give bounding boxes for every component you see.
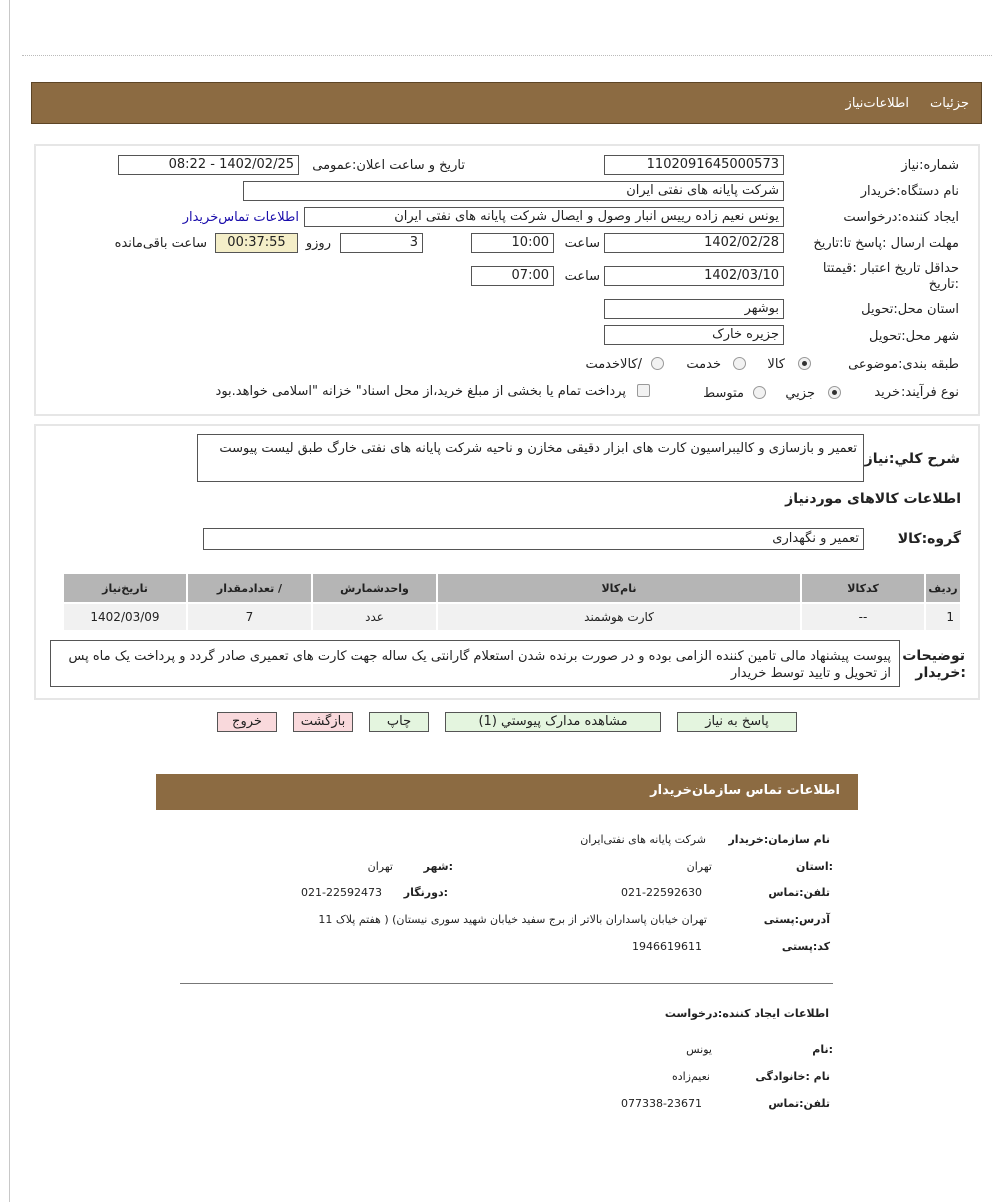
top-dotted-divider — [22, 55, 992, 56]
deadline-hour-label: ساعت — [564, 236, 600, 251]
table-header-row — [64, 574, 960, 602]
price-validity-hour-label: ساعت — [564, 269, 600, 284]
back-button[interactable]: بازگشت — [293, 712, 353, 732]
announce-field: 1402/02/25 - 08:22 — [118, 155, 299, 175]
contact-phone-value: 021-22592630 — [621, 886, 702, 899]
contact-divider — [180, 983, 833, 984]
days-label: روزو — [305, 236, 331, 251]
deadline-label: مهلت ارسال :پاسخ تا:تاریخ — [813, 236, 959, 251]
category-goods-service-radio[interactable] — [651, 357, 664, 370]
requester-family-value: نعیم‌زاده — [671, 1070, 710, 1083]
col-code-header: کدکالا — [802, 574, 924, 602]
col-row-header: ردیف — [926, 574, 960, 602]
header-bar — [31, 82, 982, 124]
goods-group-label: گروه:کالا — [897, 531, 961, 547]
description-label: شرح کلي:نیاز — [864, 451, 960, 467]
process-minor-label: جزیي — [785, 386, 815, 401]
col-date-header: تاریخ‌نیاز — [64, 574, 186, 602]
category-goods-label: کالا — [767, 357, 785, 372]
contact-phone-label: تلفن:تماس — [768, 886, 830, 899]
remaining-timer: 00:37:55 — [215, 233, 298, 253]
contact-city-label: :شهر — [423, 860, 453, 873]
respond-button[interactable]: پاسخ به نیاز — [677, 712, 797, 732]
process-label: نوع فرآیند: — [901, 385, 959, 400]
category-goods-service-label: /کالاخدمت — [585, 357, 642, 372]
deadline-time-field: 10:00 — [471, 233, 554, 253]
category-label: طبقه بندی:موضوعی — [848, 357, 959, 372]
contact-postal-label: کد:پستی — [781, 940, 830, 953]
need-number-label: شماره:نیاز — [901, 158, 959, 173]
cell-code: -- — [802, 604, 924, 630]
contact-address-value: تهران خیابان پاسداران بالاتر از برج سفید خیابان شهید سوری نیستان) ( هفتم پلاک 11 — [318, 913, 707, 926]
province-label: استان محل:تحویل — [861, 302, 959, 317]
org-name-value: شرکت پایانه های نفتی‌ایران — [580, 833, 706, 846]
contact-header — [156, 774, 858, 810]
buyer-notes-label: توضیحات — [902, 648, 965, 664]
contact-fax-label: :دورنگار — [403, 886, 448, 899]
buyer-org-label: نام دستگاه:خریدار — [860, 184, 959, 199]
col-qty-header: / تعدادمقدار — [188, 574, 311, 602]
table-row — [64, 604, 960, 630]
deadline-date-field: 1402/02/28 — [604, 233, 784, 253]
buyer-notes-field: پیوست پیشنهاد مالی تامین کننده الزامی بوده و در صورت برنده شدن استعلام گارانتی یک ساله جهت کارت های تعمیری صادر گردد و پرداخت یک ماه پس از تحویل و تایید توسط خریدار — [50, 640, 900, 687]
contact-title: اطلاعات تماس سازمان‌خریدار — [650, 783, 840, 798]
city-field: جزیره خارک — [604, 325, 784, 345]
cell-name: کارت هوشمند — [438, 604, 800, 630]
col-name-header: نام‌کالا — [438, 574, 800, 602]
goods-info-heading: اطلاعات کالاهای موردنیاز — [785, 491, 961, 507]
treasury-payment-checkbox[interactable] — [637, 384, 650, 397]
contact-address-label: آدرس:پستی — [763, 913, 830, 926]
left-border-line — [9, 0, 10, 1202]
category-goods-radio[interactable] — [798, 357, 811, 370]
cell-qty: 7 — [188, 604, 311, 630]
requester-name-label: :نام — [812, 1043, 833, 1056]
cell-unit: عدد — [313, 604, 436, 630]
buyer-notes-label-2: :خریدار — [915, 665, 966, 681]
buyer-contact-link[interactable]: اطلاعات تماس‌خریدار — [182, 210, 299, 225]
print-button[interactable]: چاپ — [369, 712, 429, 732]
city-label: شهر محل:تحویل — [869, 329, 959, 344]
process-buy-label: خرید — [874, 385, 900, 400]
price-validity-time-field: 07:00 — [471, 266, 554, 286]
contact-fax-value: 021-22592473 — [301, 886, 382, 899]
process-medium-radio[interactable] — [753, 386, 766, 399]
requester-name-value: یونس — [686, 1043, 712, 1056]
buyer-org-field: شرکت پایانه های نفتی ایران — [243, 181, 784, 201]
treasury-payment-note: پرداخت تمام یا بخشی از مبلغ خرید،از محل اسناد" خزانه "اسلامی خواهد.بود — [215, 384, 626, 399]
contact-province-label: :استان — [796, 860, 833, 873]
exit-button[interactable]: خروج — [217, 712, 277, 732]
category-service-label: خدمت — [686, 357, 721, 372]
goods-table — [62, 572, 962, 632]
view-attachments-button[interactable]: مشاهده مدارک پیوستي (1) — [445, 712, 661, 732]
contact-postal-value: 1946619611 — [632, 940, 702, 953]
contact-province-value: تهران — [686, 860, 712, 873]
price-validity-label: حداقل تاریخ اعتبار :قیمتتا — [822, 261, 959, 276]
cell-row: 1 — [926, 604, 960, 630]
col-unit-header: واحدشمارش — [313, 574, 436, 602]
remaining-label: ساعت باقی‌مانده — [114, 236, 207, 251]
description-field: تعمیر و بازسازی و کالیبراسیون کارت های ابزار دقیقی مخازن و ناحیه شرکت پایانه های نفتی خارگ طبق لیست پیوست — [197, 434, 864, 482]
requester-title: اطلاعات ایجاد کننده:درخواست — [664, 1007, 829, 1020]
process-minor-radio[interactable] — [828, 386, 841, 399]
days-field: 3 — [340, 233, 423, 253]
creator-field: یونس نعیم زاده رییس انبار وصول و ایصال شرکت پایانه های نفتی ایران — [304, 207, 784, 227]
requester-phone-label: تلفن:تماس — [768, 1097, 830, 1110]
cell-date: 1402/03/09 — [64, 604, 186, 630]
contact-city-value: تهران — [367, 860, 393, 873]
announce-label: تاریخ و ساعت اعلان:عمومی — [312, 158, 465, 173]
price-validity-label-2: :تاریخ — [928, 277, 959, 292]
tab-details[interactable]: جزئیات — [930, 96, 969, 111]
province-field: بوشهر — [604, 299, 784, 319]
org-name-label: نام سازمان:خریدار — [728, 833, 830, 846]
tab-need-info[interactable]: اطلاعات‌نیاز — [845, 96, 909, 111]
requester-phone-value: 077338-23671 — [621, 1097, 702, 1110]
need-number-field: 1102091645000573 — [604, 155, 784, 175]
process-medium-label: متوسط — [703, 386, 744, 401]
requester-family-label: نام :خانوادگی — [755, 1070, 830, 1083]
category-service-radio[interactable] — [733, 357, 746, 370]
price-validity-date-field: 1402/03/10 — [604, 266, 784, 286]
creator-label: ایجاد کننده:درخواست — [843, 210, 959, 225]
goods-group-field: تعمیر و نگهداری — [203, 528, 864, 550]
